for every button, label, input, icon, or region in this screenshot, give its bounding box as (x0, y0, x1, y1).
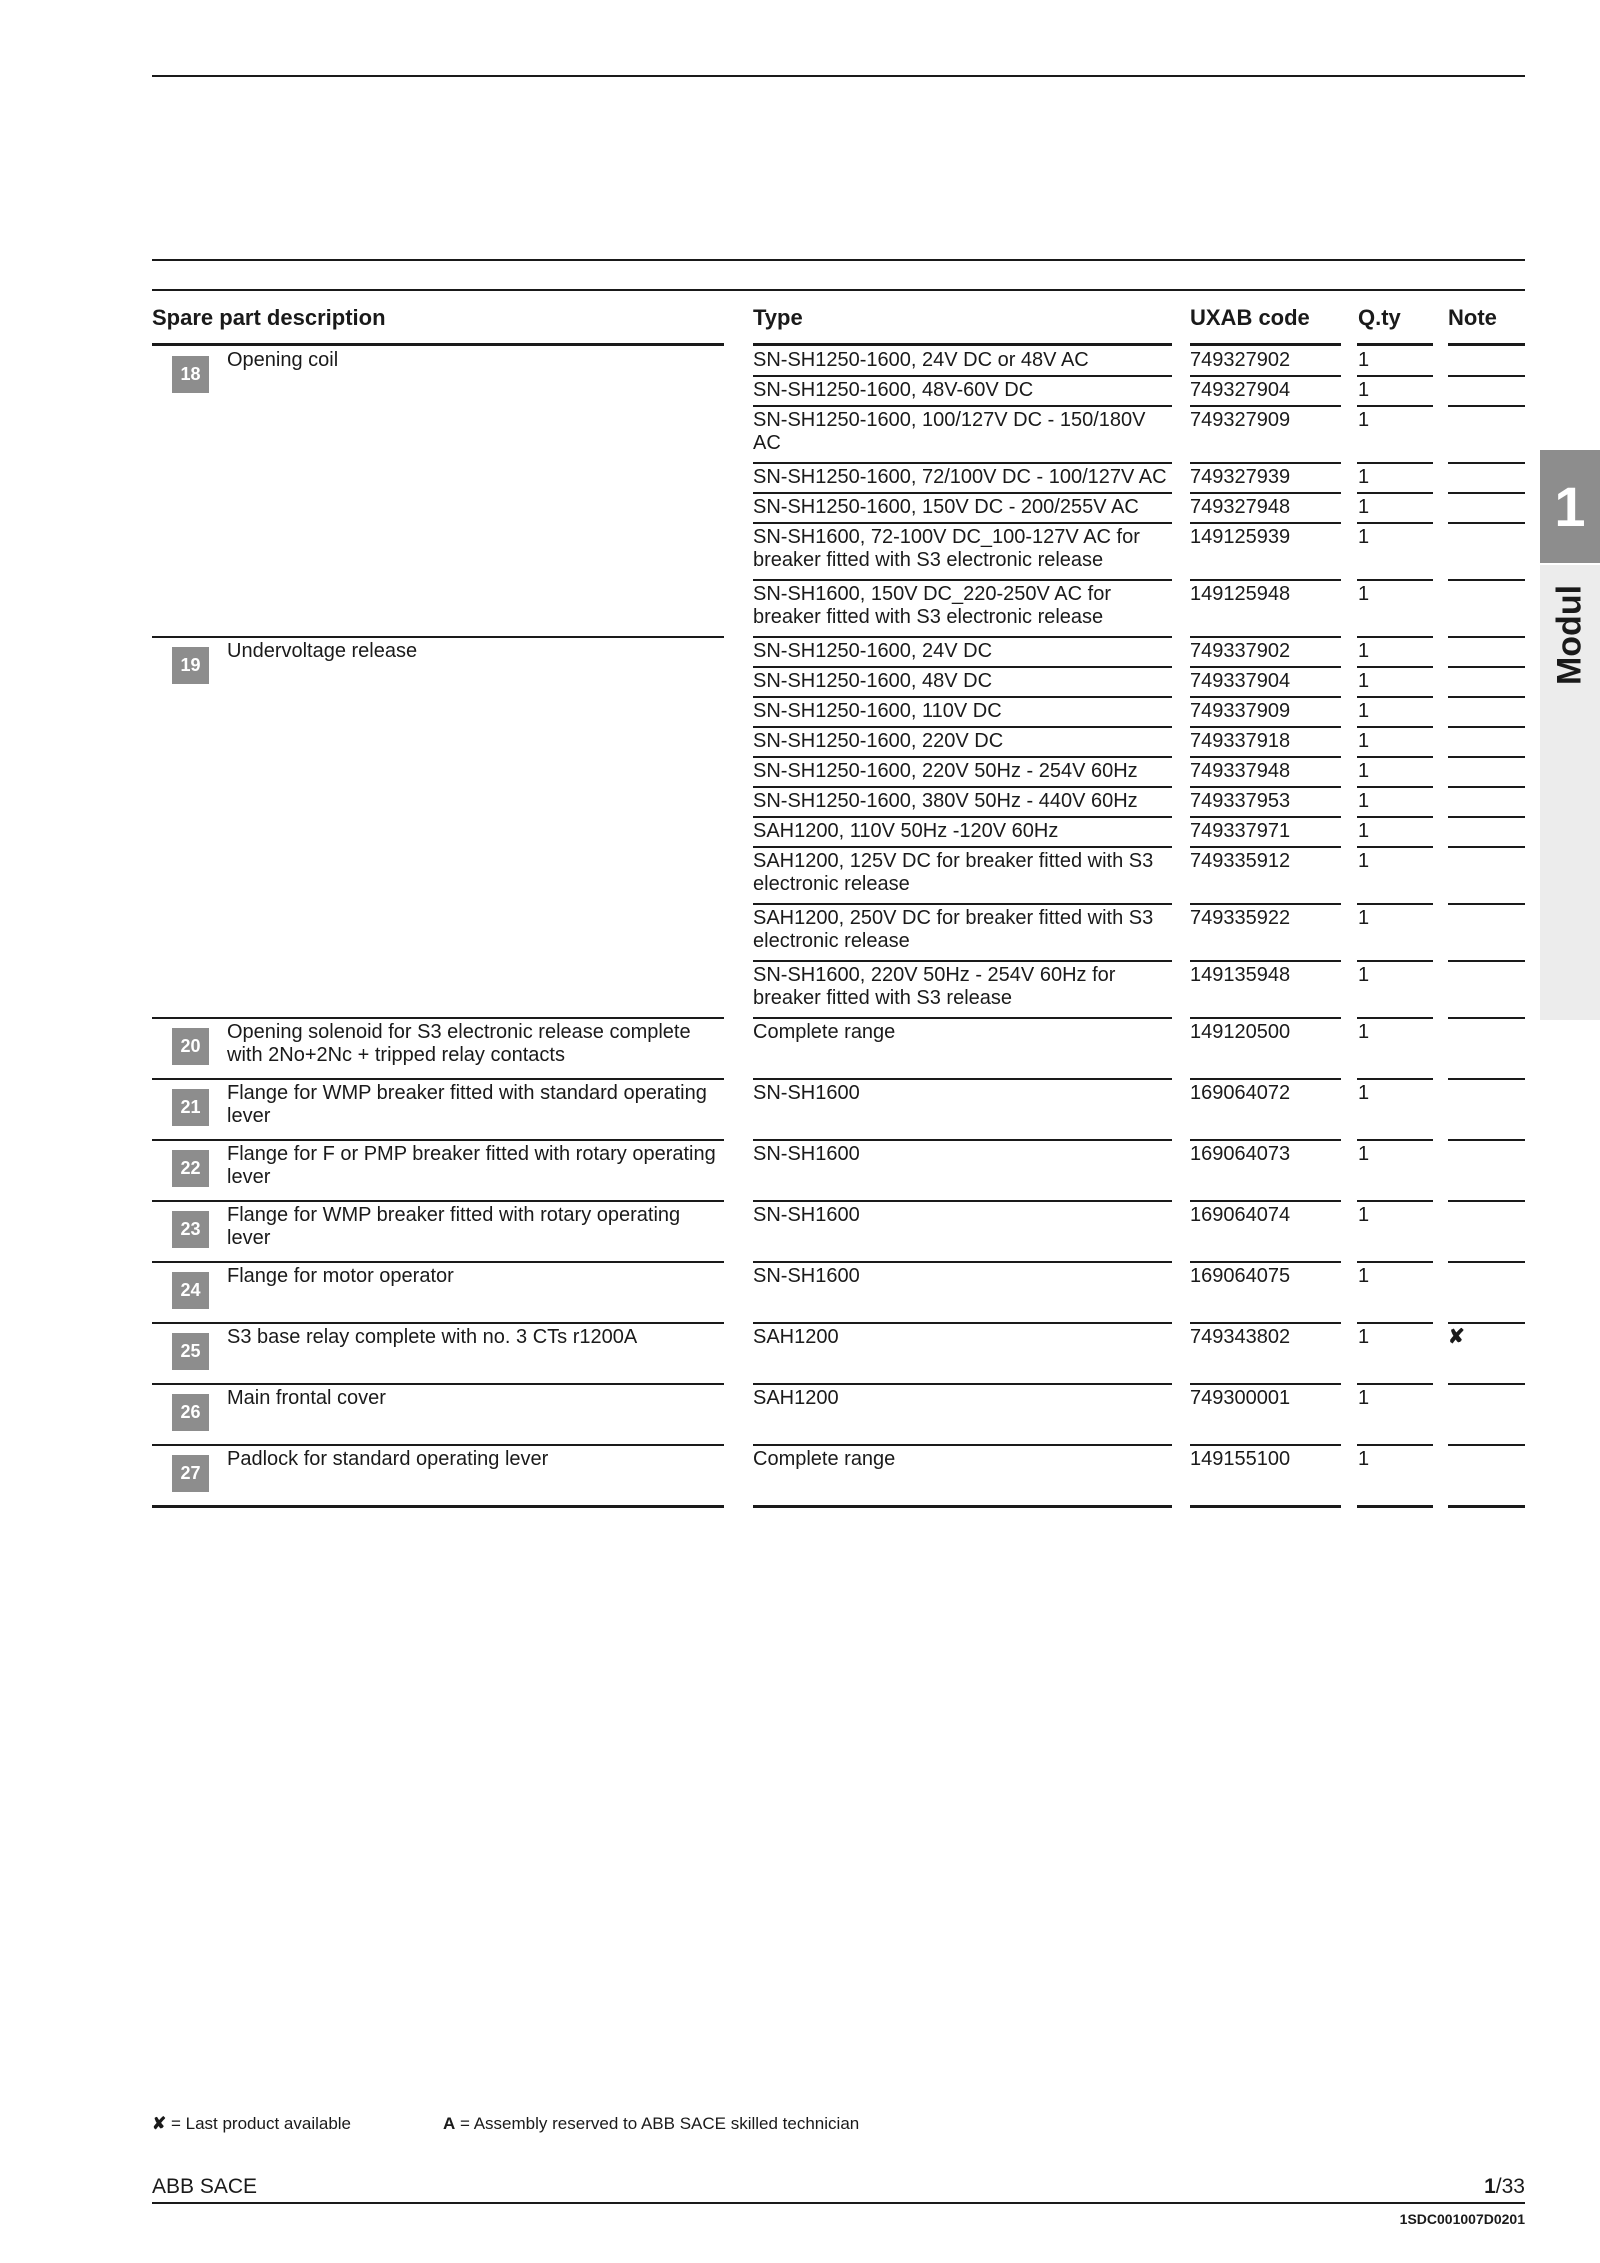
item-number-badge: 25 (172, 1333, 209, 1370)
part-type: SN-SH1600, 72-100V DC_100-127V AC for breaker fitted with S3 electronic release (753, 526, 1140, 571)
row-rule (1190, 462, 1341, 464)
part-description: S3 base relay complete with no. 3 CTs r1200A (227, 1326, 638, 1348)
uxab-code: 749337909 (1190, 700, 1291, 722)
row-rule (1448, 405, 1525, 407)
row-rule (753, 726, 1172, 728)
row-rule (1448, 1383, 1525, 1385)
item-number-badge: 22 (172, 1150, 209, 1187)
header-rule-note (1448, 343, 1525, 346)
footer-doc-code: 1SDC001007D0201 (1399, 2211, 1525, 2227)
uxab-code: 149125948 (1190, 583, 1291, 605)
uxab-code: 149120500 (1190, 1021, 1291, 1043)
header-rule-code (1190, 343, 1341, 346)
row-rule (1448, 726, 1525, 728)
group-rule (152, 1200, 724, 1202)
note-mark: ✘ (1448, 1326, 1465, 1348)
part-type: SN-SH1250-1600, 48V DC (753, 670, 993, 692)
row-rule (1357, 462, 1433, 464)
uxab-code: 169064073 (1190, 1143, 1291, 1165)
part-type: SAH1200, 250V DC for breaker fitted with S3 electronic release (753, 907, 1154, 952)
row-rule (753, 756, 1172, 758)
part-type: SN-SH1250-1600, 220V 50Hz - 254V 60Hz (753, 760, 1138, 782)
quantity: 1 (1358, 670, 1370, 692)
quantity: 1 (1358, 379, 1370, 401)
row-rule (1448, 636, 1525, 638)
row-rule (753, 492, 1172, 494)
group-rule (152, 1505, 724, 1508)
part-description: Flange for WMP breaker fitted with standard operating lever (227, 1082, 707, 1127)
uxab-code: 749337971 (1190, 820, 1291, 842)
item-number-badge: 26 (172, 1394, 209, 1431)
row-rule (753, 786, 1172, 788)
quantity: 1 (1358, 349, 1370, 371)
uxab-code: 169064074 (1190, 1204, 1291, 1226)
header-note: Note (1448, 305, 1497, 330)
last-product-text: = Last product available (166, 2114, 352, 2133)
row-rule (1357, 1444, 1433, 1446)
row-rule (1357, 846, 1433, 848)
row-rule (753, 462, 1172, 464)
row-rule (753, 636, 1172, 638)
row-rule (1448, 903, 1525, 905)
part-type: SN-SH1250-1600, 380V 50Hz - 440V 60Hz (753, 790, 1138, 812)
part-description: Opening solenoid for S3 electronic release complete with 2No+2Nc + tripped relay contacts (227, 1021, 691, 1066)
part-type: SN-SH1250-1600, 150V DC - 200/255V AC (753, 496, 1139, 518)
header-code: UXAB code (1190, 305, 1310, 330)
chapter-tab-number: 1 (1540, 450, 1600, 563)
part-type: SN-SH1600 (753, 1082, 860, 1104)
part-type: SN-SH1250-1600, 24V DC or 48V AC (753, 349, 1089, 371)
item-number-badge: 27 (172, 1455, 209, 1492)
part-type: SN-SH1250-1600, 220V DC (753, 730, 1004, 752)
legend-last-product (152, 2114, 351, 2134)
uxab-code: 149125939 (1190, 526, 1291, 548)
row-rule (1448, 375, 1525, 377)
row-rule (1190, 405, 1341, 407)
quantity: 1 (1358, 1082, 1370, 1104)
quantity: 1 (1358, 964, 1370, 986)
uxab-code: 749300001 (1190, 1387, 1291, 1409)
row-rule (1448, 522, 1525, 524)
assembly-text: = Assembly reserved to ABB SACE skilled technician (455, 2114, 860, 2133)
quantity: 1 (1358, 1204, 1370, 1226)
row-rule (753, 1322, 1172, 1324)
quantity: 1 (1358, 730, 1370, 752)
part-description: Opening coil (227, 349, 339, 371)
part-type: SAH1200, 125V DC for breaker fitted with S3 electronic release (753, 850, 1154, 895)
uxab-code: 749337918 (1190, 730, 1291, 752)
part-type: SN-SH1250-1600, 72/100V DC - 100/127V AC (753, 466, 1167, 488)
row-rule (753, 522, 1172, 524)
row-rule (1448, 816, 1525, 818)
row-rule (1448, 462, 1525, 464)
uxab-code: 169064075 (1190, 1265, 1291, 1287)
part-type: SN-SH1600 (753, 1265, 860, 1287)
row-rule (1190, 1444, 1341, 1446)
quantity: 1 (1358, 790, 1370, 812)
row-rule (1448, 1139, 1525, 1141)
row-rule (1357, 786, 1433, 788)
quantity: 1 (1358, 700, 1370, 722)
assembly-symbol: A (443, 2114, 456, 2133)
row-rule (753, 1078, 1172, 1080)
uxab-code: 749335912 (1190, 850, 1291, 872)
row-rule (1448, 579, 1525, 581)
uxab-code: 149155100 (1190, 1448, 1291, 1470)
page-chapter: 1 (1484, 2175, 1496, 2198)
uxab-code: 749337948 (1190, 760, 1291, 782)
row-rule (1448, 756, 1525, 758)
group-rule (152, 1017, 724, 1019)
quantity: 1 (1358, 1448, 1370, 1470)
quantity: 1 (1358, 1265, 1370, 1287)
row-rule (1357, 756, 1433, 758)
row-rule (1448, 1444, 1525, 1446)
header-rule-qty (1357, 343, 1433, 346)
row-rule (1448, 1200, 1525, 1202)
row-rule (1190, 1200, 1341, 1202)
part-type: Complete range (753, 1021, 896, 1043)
part-type: SAH1200, 110V 50Hz -120V 60Hz (753, 820, 1059, 842)
quantity: 1 (1358, 1326, 1370, 1348)
quantity: 1 (1358, 760, 1370, 782)
row-rule (1357, 726, 1433, 728)
group-rule (152, 636, 724, 638)
quantity: 1 (1358, 496, 1370, 518)
row-rule (1357, 666, 1433, 668)
quantity: 1 (1358, 1387, 1370, 1409)
table-bottom-rule (1448, 1505, 1525, 1508)
group-rule (152, 1444, 724, 1446)
part-type: SAH1200 (753, 1326, 839, 1348)
uxab-code: 749335922 (1190, 907, 1291, 929)
quantity: 1 (1358, 1021, 1370, 1043)
quantity: 1 (1358, 526, 1370, 548)
row-rule (1357, 696, 1433, 698)
uxab-code: 749327904 (1190, 379, 1291, 401)
row-rule (753, 1200, 1172, 1202)
row-rule (1357, 522, 1433, 524)
part-type: SN-SH1250-1600, 110V DC (753, 700, 1002, 722)
item-number-badge: 18 (172, 356, 209, 393)
row-rule (1448, 960, 1525, 962)
footer-rule (152, 2202, 1525, 2204)
row-rule (753, 903, 1172, 905)
uxab-code: 749337904 (1190, 670, 1291, 692)
part-type: SN-SH1600, 150V DC_220-250V AC for breaker fitted with S3 electronic release (753, 583, 1111, 628)
item-number-badge: 24 (172, 1272, 209, 1309)
uxab-code: 749327902 (1190, 349, 1291, 371)
part-description: Flange for motor operator (227, 1265, 454, 1287)
row-rule (1190, 903, 1341, 905)
row-rule (1448, 786, 1525, 788)
row-rule (1190, 492, 1341, 494)
uxab-code: 169064072 (1190, 1082, 1291, 1104)
row-rule (1357, 1139, 1433, 1141)
part-type: SN-SH1250-1600, 24V DC (753, 640, 993, 662)
group-rule (152, 1139, 724, 1141)
row-rule (1448, 1322, 1525, 1324)
row-rule (1190, 375, 1341, 377)
table-bottom-rule (753, 1505, 1172, 1508)
row-rule (1448, 492, 1525, 494)
row-rule (1357, 636, 1433, 638)
row-rule (1190, 846, 1341, 848)
row-rule (1190, 786, 1341, 788)
part-type: SN-SH1600 (753, 1204, 860, 1226)
footer-company: ABB SACE (152, 2175, 258, 2198)
uxab-code: 749327909 (1190, 409, 1291, 431)
row-rule (753, 405, 1172, 407)
row-rule (1190, 1261, 1341, 1263)
part-description: Padlock for standard operating lever (227, 1448, 549, 1470)
row-rule (1357, 375, 1433, 377)
row-rule (753, 1017, 1172, 1019)
part-description: Flange for WMP breaker fitted with rotary operating lever (227, 1204, 681, 1249)
uxab-code: 749337953 (1190, 790, 1291, 812)
uxab-code: 149135948 (1190, 964, 1291, 986)
row-rule (1448, 696, 1525, 698)
table-bottom-rule (1357, 1505, 1433, 1508)
table-top-rule (152, 289, 1525, 291)
part-type: SN-SH1600, 220V 50Hz - 254V 60Hz for breaker fitted with S3 release (753, 964, 1116, 1009)
row-rule (1190, 816, 1341, 818)
row-rule (753, 846, 1172, 848)
top-rule (152, 75, 1525, 77)
row-rule (1190, 636, 1341, 638)
row-rule (753, 1139, 1172, 1141)
row-rule (1357, 579, 1433, 581)
row-rule (1448, 666, 1525, 668)
row-rule (1357, 903, 1433, 905)
item-number-badge: 20 (172, 1028, 209, 1065)
header-description: Spare part description (152, 305, 386, 330)
quantity: 1 (1358, 466, 1370, 488)
row-rule (1190, 1322, 1341, 1324)
group-rule (152, 1322, 724, 1324)
row-rule (1448, 1078, 1525, 1080)
footer-page-number (1484, 2175, 1525, 2199)
part-type: SN-SH1250-1600, 48V-60V DC (753, 379, 1034, 401)
row-rule (1357, 1017, 1433, 1019)
uxab-code: 749343802 (1190, 1326, 1291, 1348)
row-rule (1448, 1261, 1525, 1263)
last-product-symbol: ✘ (152, 2114, 167, 2133)
row-rule (1190, 666, 1341, 668)
uxab-code: 749327939 (1190, 466, 1291, 488)
row-rule (1190, 1383, 1341, 1385)
row-rule (1357, 405, 1433, 407)
row-rule (1357, 1322, 1433, 1324)
header-rule-description (152, 343, 724, 346)
header-qty: Q.ty (1358, 305, 1401, 330)
quantity: 1 (1358, 583, 1370, 605)
row-rule (1190, 579, 1341, 581)
row-rule (1357, 492, 1433, 494)
row-rule (753, 579, 1172, 581)
uxab-code: 749327948 (1190, 496, 1291, 518)
row-rule (1357, 1078, 1433, 1080)
row-rule (1190, 756, 1341, 758)
legend-assembly (443, 2114, 859, 2134)
item-number-badge: 19 (172, 647, 209, 684)
row-rule (753, 666, 1172, 668)
quantity: 1 (1358, 820, 1370, 842)
row-rule (753, 960, 1172, 962)
header-rule-type (753, 343, 1172, 346)
row-rule (1357, 1261, 1433, 1263)
row-rule (1190, 726, 1341, 728)
group-rule (152, 1383, 724, 1385)
header-type: Type (753, 305, 803, 330)
table-bottom-rule (1190, 1505, 1341, 1508)
part-type: SAH1200 (753, 1387, 839, 1409)
page-suffix: /33 (1495, 2175, 1525, 2198)
part-type: Complete range (753, 1448, 896, 1470)
quantity: 1 (1358, 907, 1370, 929)
row-rule (753, 816, 1172, 818)
row-rule (1448, 1017, 1525, 1019)
row-rule (753, 1261, 1172, 1263)
chapter-tab-label: Modul (1550, 584, 1589, 686)
row-rule (1190, 960, 1341, 962)
item-number-badge: 23 (172, 1211, 209, 1248)
quantity: 1 (1358, 1143, 1370, 1165)
group-rule (152, 1078, 724, 1080)
row-rule (753, 1444, 1172, 1446)
row-rule (1357, 816, 1433, 818)
row-rule (1357, 1383, 1433, 1385)
row-rule (1190, 1078, 1341, 1080)
row-rule (753, 696, 1172, 698)
quantity: 1 (1358, 409, 1370, 431)
uxab-code: 749337902 (1190, 640, 1291, 662)
section-rule (152, 259, 1525, 261)
part-description: Flange for F or PMP breaker fitted with rotary operating lever (227, 1143, 716, 1188)
row-rule (1357, 1200, 1433, 1202)
part-type: SN-SH1250-1600, 100/127V DC - 150/180V AC (753, 409, 1146, 454)
part-type: SN-SH1600 (753, 1143, 860, 1165)
row-rule (753, 375, 1172, 377)
group-rule (152, 1261, 724, 1263)
quantity: 1 (1358, 640, 1370, 662)
row-rule (1190, 696, 1341, 698)
row-rule (753, 1383, 1172, 1385)
row-rule (1190, 522, 1341, 524)
part-description: Undervoltage release (227, 640, 418, 662)
item-number-badge: 21 (172, 1089, 209, 1126)
row-rule (1448, 846, 1525, 848)
row-rule (1190, 1017, 1341, 1019)
row-rule (1357, 960, 1433, 962)
part-description: Main frontal cover (227, 1387, 386, 1409)
quantity: 1 (1358, 850, 1370, 872)
row-rule (1190, 1139, 1341, 1141)
